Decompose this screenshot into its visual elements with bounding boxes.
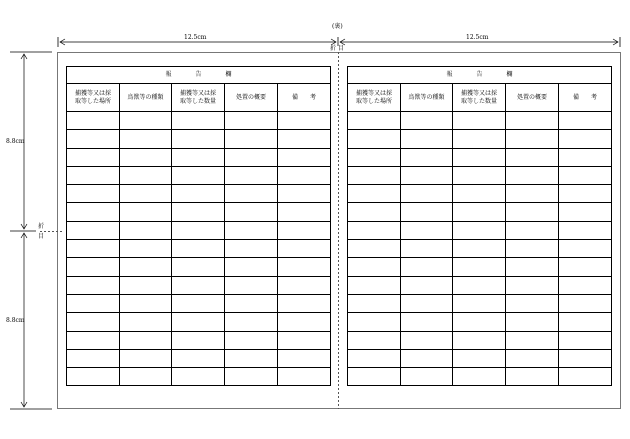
table-cell	[172, 130, 225, 148]
table-row	[348, 349, 612, 367]
table-cell	[348, 313, 401, 331]
table-cell	[278, 368, 331, 386]
table-row	[67, 276, 331, 294]
table-cell	[278, 240, 331, 258]
table-cell	[506, 166, 559, 184]
table-cell	[348, 148, 401, 166]
table-cell	[506, 294, 559, 312]
fold-label-side-2: 目	[38, 233, 45, 240]
table-cell	[453, 112, 506, 130]
table-cell	[172, 112, 225, 130]
table-row	[348, 331, 612, 349]
col-header-quantity: 捕獲等又は採 取等した数量	[172, 84, 225, 112]
table-cell	[401, 130, 453, 148]
table-cell	[225, 276, 278, 294]
table-cell	[348, 203, 401, 221]
col-header-disposal: 処置の概要	[506, 84, 559, 112]
table-cell	[67, 349, 120, 367]
table-cell	[172, 294, 225, 312]
report-title: 報 告 欄	[348, 67, 612, 84]
table-cell	[225, 185, 278, 203]
table-cell	[225, 349, 278, 367]
table-cell	[172, 148, 225, 166]
table-cell	[348, 349, 401, 367]
table-cell	[225, 166, 278, 184]
table-cell	[67, 203, 120, 221]
table-cell	[453, 294, 506, 312]
table-cell	[559, 148, 612, 166]
table-cell	[453, 203, 506, 221]
col-header-location: 捕獲等又は採 取等した場所	[67, 84, 120, 112]
table-cell	[401, 112, 453, 130]
table-cell	[453, 221, 506, 239]
table-row	[67, 221, 331, 239]
table-cell	[506, 112, 559, 130]
table-cell	[453, 368, 506, 386]
table-row	[348, 258, 612, 276]
table-row	[67, 240, 331, 258]
col-header-remarks: 備 考	[278, 84, 331, 112]
table-cell	[453, 276, 506, 294]
table-cell	[506, 258, 559, 276]
height-top-label: 8.8cm	[6, 138, 25, 145]
table-cell	[67, 313, 120, 331]
table-cell	[559, 276, 612, 294]
table-cell	[559, 221, 612, 239]
table-cell	[453, 185, 506, 203]
table-cell	[278, 313, 331, 331]
table-cell	[401, 148, 453, 166]
table-cell	[225, 331, 278, 349]
table-cell	[120, 313, 172, 331]
table-cell	[278, 349, 331, 367]
table-cell	[67, 294, 120, 312]
table-cell	[120, 130, 172, 148]
fold-label-top: 折 目	[330, 45, 344, 52]
table-cell	[120, 203, 172, 221]
table-cell	[348, 221, 401, 239]
table-cell	[120, 368, 172, 386]
table-cell	[225, 240, 278, 258]
col-header-location: 捕獲等又は採 取等した場所	[348, 84, 401, 112]
table-cell	[559, 203, 612, 221]
table-row	[348, 130, 612, 148]
table-cell	[348, 258, 401, 276]
table-cell	[278, 166, 331, 184]
table-cell	[506, 368, 559, 386]
table-cell	[172, 331, 225, 349]
table-cell	[401, 349, 453, 367]
table-cell	[225, 368, 278, 386]
table-cell	[120, 294, 172, 312]
table-cell	[172, 185, 225, 203]
table-cell	[172, 258, 225, 276]
table-cell	[506, 349, 559, 367]
table-row	[348, 166, 612, 184]
table-cell	[348, 185, 401, 203]
table-cell	[401, 185, 453, 203]
table-cell	[225, 221, 278, 239]
table-cell	[559, 240, 612, 258]
table-cell	[348, 368, 401, 386]
table-cell	[401, 203, 453, 221]
table-cell	[506, 331, 559, 349]
table-row	[67, 349, 331, 367]
table-row	[67, 203, 331, 221]
table-cell	[67, 258, 120, 276]
table-cell	[401, 221, 453, 239]
table-cell	[506, 276, 559, 294]
table-row	[348, 148, 612, 166]
table-cell	[401, 258, 453, 276]
table-cell	[120, 240, 172, 258]
table-cell	[120, 276, 172, 294]
table-row	[67, 166, 331, 184]
col-header-species: 鳥獣等の種類	[401, 84, 453, 112]
table-cell	[120, 185, 172, 203]
table-cell	[67, 166, 120, 184]
col-header-quantity: 捕獲等又は採 取等した数量	[453, 84, 506, 112]
table-cell	[278, 294, 331, 312]
table-cell	[453, 331, 506, 349]
table-cell	[453, 166, 506, 184]
table-cell	[278, 112, 331, 130]
table-cell	[172, 349, 225, 367]
table-cell	[172, 368, 225, 386]
table-cell	[348, 294, 401, 312]
table-body	[67, 112, 331, 386]
report-table-right	[347, 66, 612, 386]
table-cell	[348, 240, 401, 258]
page-label: (裏)	[332, 23, 343, 30]
table-cell	[225, 130, 278, 148]
table-cell	[67, 240, 120, 258]
table-cell	[225, 112, 278, 130]
table-cell	[559, 130, 612, 148]
table-cell	[172, 203, 225, 221]
table-row	[67, 130, 331, 148]
table-cell	[506, 130, 559, 148]
table-cell	[506, 203, 559, 221]
table-cell	[278, 148, 331, 166]
table-cell	[120, 349, 172, 367]
table-cell	[120, 112, 172, 130]
table-cell	[453, 130, 506, 148]
width-left-label: 12.5cm	[184, 34, 207, 41]
table-cell	[401, 368, 453, 386]
table-cell	[401, 294, 453, 312]
table-cell	[506, 240, 559, 258]
table-row	[67, 185, 331, 203]
table-cell	[67, 130, 120, 148]
col-header-species: 鳥獣等の種類	[120, 84, 172, 112]
table-cell	[559, 185, 612, 203]
table-cell	[506, 221, 559, 239]
table-cell	[120, 148, 172, 166]
table-row	[348, 112, 612, 130]
table-cell	[348, 331, 401, 349]
table-cell	[348, 112, 401, 130]
table-cell	[453, 258, 506, 276]
table-row	[67, 368, 331, 386]
table-cell	[559, 331, 612, 349]
table-cell	[559, 258, 612, 276]
table-cell	[559, 112, 612, 130]
table-cell	[67, 368, 120, 386]
col-header-remarks: 備 考	[559, 84, 612, 112]
table-cell	[120, 331, 172, 349]
table-row	[67, 258, 331, 276]
table-cell	[225, 294, 278, 312]
table-cell	[453, 349, 506, 367]
table-cell	[559, 368, 612, 386]
table-cell	[67, 331, 120, 349]
table-cell	[172, 313, 225, 331]
table-cell	[401, 276, 453, 294]
table-row	[348, 276, 612, 294]
table-cell	[172, 166, 225, 184]
table-cell	[506, 313, 559, 331]
table-row	[67, 148, 331, 166]
table-cell	[278, 276, 331, 294]
table-cell	[348, 130, 401, 148]
table-cell	[120, 166, 172, 184]
table-cell	[278, 203, 331, 221]
table-cell	[278, 221, 331, 239]
table-cell	[172, 276, 225, 294]
table-row	[348, 221, 612, 239]
table-cell	[453, 313, 506, 331]
table-row	[348, 313, 612, 331]
fold-label-side-1: 折	[38, 223, 45, 230]
table-cell	[559, 294, 612, 312]
table-row	[348, 240, 612, 258]
table-cell	[67, 185, 120, 203]
table-row	[348, 294, 612, 312]
table-cell	[401, 313, 453, 331]
table-cell	[225, 203, 278, 221]
table-row	[67, 294, 331, 312]
table-cell	[120, 221, 172, 239]
table-cell	[225, 258, 278, 276]
report-table-left	[66, 66, 331, 386]
table-cell	[67, 148, 120, 166]
table-cell	[278, 185, 331, 203]
table-row	[67, 112, 331, 130]
table-cell	[348, 166, 401, 184]
table-cell	[67, 112, 120, 130]
table-cell	[67, 276, 120, 294]
table-row	[348, 368, 612, 386]
table-cell	[506, 148, 559, 166]
table-cell	[401, 240, 453, 258]
table-cell	[453, 148, 506, 166]
table-cell	[401, 166, 453, 184]
col-header-disposal: 処置の概要	[225, 84, 278, 112]
table-cell	[559, 349, 612, 367]
table-cell	[348, 276, 401, 294]
table-row	[348, 185, 612, 203]
table-cell	[67, 221, 120, 239]
height-bottom-label: 8.8cm	[6, 317, 25, 324]
table-cell	[506, 185, 559, 203]
report-title: 報 告 欄	[67, 67, 331, 84]
table-cell	[225, 148, 278, 166]
table-cell	[120, 258, 172, 276]
table-row	[67, 313, 331, 331]
table-cell	[225, 313, 278, 331]
width-right-label: 12.5cm	[466, 34, 489, 41]
table-cell	[278, 258, 331, 276]
table-row	[348, 203, 612, 221]
table-cell	[278, 130, 331, 148]
table-cell	[172, 240, 225, 258]
table-cell	[559, 166, 612, 184]
table-cell	[559, 313, 612, 331]
table-body	[348, 112, 612, 386]
table-cell	[453, 240, 506, 258]
table-cell	[172, 221, 225, 239]
table-row	[67, 331, 331, 349]
table-cell	[278, 331, 331, 349]
table-cell	[401, 331, 453, 349]
